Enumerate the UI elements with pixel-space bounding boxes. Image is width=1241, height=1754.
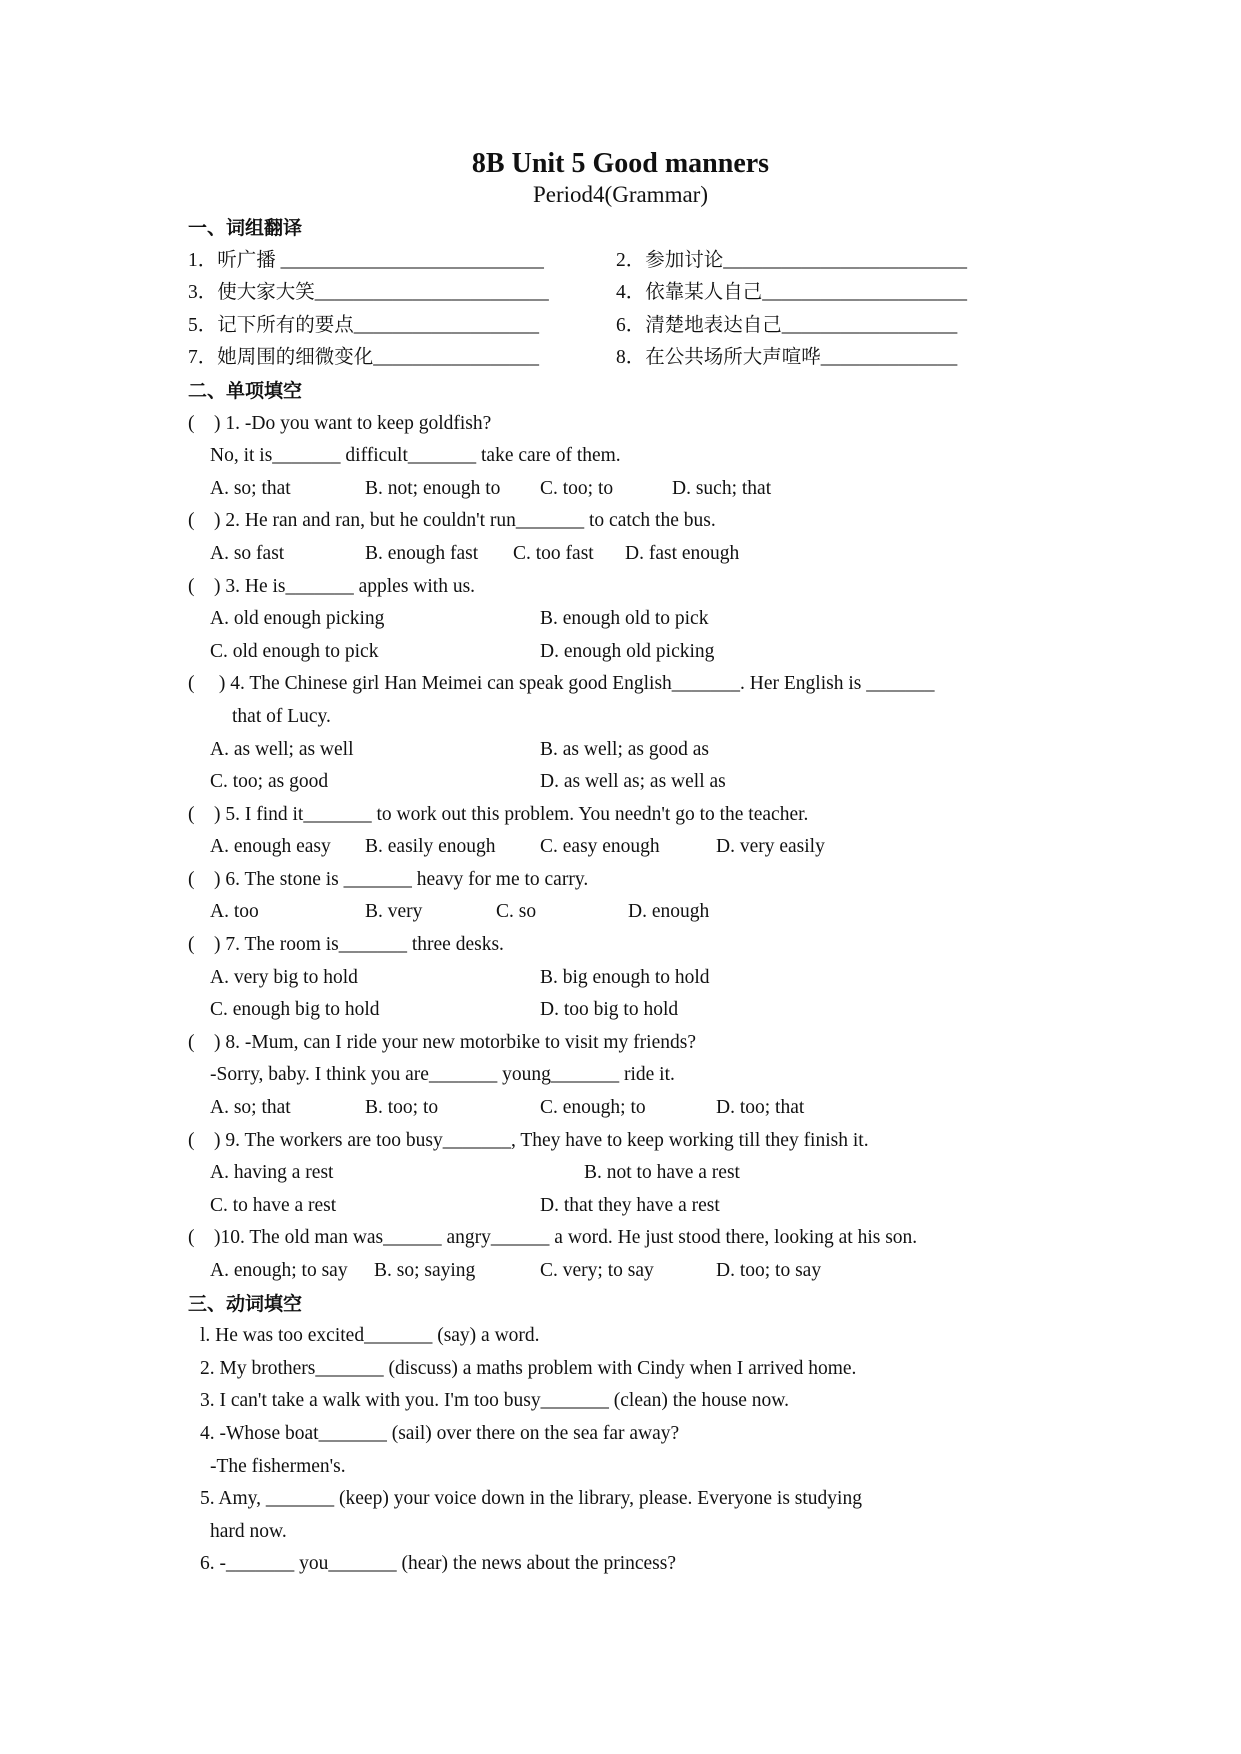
option-b: B. enough old to pick: [540, 608, 709, 630]
question-options: [188, 1255, 1068, 1288]
option-a: A. so; that: [210, 477, 291, 499]
translation-row: [188, 342, 1068, 375]
question-stem-continued: that of Lucy.: [232, 705, 331, 727]
translation-item: 3．使大家大笑________________________: [188, 282, 549, 304]
option-d: D. very easily: [716, 836, 825, 858]
verb-item: 4. -Whose boat_______ (sail) over there on the sea far away?: [200, 1422, 680, 1444]
translation-item: 7．她周围的细微变化_________________: [188, 347, 540, 369]
question-stem: ( ) 4. The Chinese girl Han Meimei can speak good English_______. Her English is _______: [188, 673, 935, 695]
page-subtitle: Period4(Grammar): [533, 182, 708, 207]
translation-item: 6．清楚地表达自己__________________: [616, 314, 958, 336]
section1-heading: 一、词组翻译: [188, 217, 303, 239]
option-a: A. as well; as well: [210, 738, 354, 760]
translation-row: [188, 245, 1068, 278]
question-options: [188, 1157, 1068, 1190]
translation-item: 4．依靠某人自己_____________________: [616, 282, 968, 304]
page-title: 8B Unit 5 Good manners: [471, 148, 770, 179]
verb-item: 6. -_______ you_______ (hear) the news about the princess?: [200, 1553, 677, 1575]
option-a: A. enough; to say: [210, 1260, 348, 1281]
question-options: [188, 636, 1068, 669]
option-c: C. too; to: [540, 477, 614, 499]
question-options: [188, 994, 1068, 1027]
verb-item: l. He was too excited_______ (say) a word.: [200, 1325, 540, 1347]
question-stem: ( ) 6. The stone is _______ heavy for me to carry.: [188, 868, 589, 890]
option-d: D. as well as; as well as: [540, 771, 726, 793]
option-d: D. fast enough: [625, 542, 740, 564]
question-stem: ( ) 2. He ran and ran, but he couldn't run_______ to catch the bus.: [188, 510, 716, 532]
verb-item-continued: hard now.: [210, 1520, 287, 1542]
option-c: C. old enough to pick: [210, 640, 379, 662]
option-b: B. not to have a rest: [584, 1162, 740, 1184]
option-b: B. so; saying: [374, 1260, 476, 1281]
option-a: A. very big to hold: [210, 966, 358, 988]
option-a: A. so; that: [210, 1097, 291, 1119]
option-b: B. enough fast: [365, 542, 479, 564]
option-c: C. so: [496, 901, 537, 923]
verb-item-continued: -The fishermen's.: [210, 1455, 346, 1477]
question-options: [188, 831, 1068, 864]
verb-item: 3. I can't take a walk with you. I'm too busy_______ (clean) the house now.: [200, 1390, 789, 1412]
question-options: [188, 603, 1068, 636]
question-options: [188, 473, 1068, 506]
section3-heading: 三、动词填空: [188, 1292, 303, 1315]
option-a: A. old enough picking: [210, 608, 385, 630]
option-b: B. very: [365, 901, 423, 923]
option-a: A. so fast: [210, 542, 285, 564]
option-d: D. enough: [628, 901, 710, 923]
translation-item: 1．听广播 ___________________________: [188, 249, 544, 271]
translation-item: 5．记下所有的要点___________________: [188, 314, 540, 336]
question-stem: ( )10. The old man was______ angry______ a word. He just stood there, looking at his son.: [188, 1227, 918, 1249]
translation-item: 8．在公共场所大声喧哗______________: [616, 347, 958, 369]
option-a: A. too: [210, 901, 259, 923]
question-stem: ( ) 5. I find it_______ to work out this problem. You needn't go to the teacher.: [188, 803, 809, 825]
option-c: C. too fast: [513, 542, 594, 564]
question-options: [188, 1190, 1068, 1223]
option-c: C. enough big to hold: [210, 999, 380, 1021]
question-options: [188, 962, 1068, 995]
worksheet-content: [188, 212, 1068, 1581]
option-d: D. too; that: [716, 1097, 805, 1119]
question-options: [188, 766, 1068, 799]
section2-heading: 二、单项填空: [188, 379, 303, 402]
option-b: B. not; enough to: [365, 477, 501, 499]
option-b: B. too; to: [365, 1097, 439, 1119]
translation-item: 2．参加讨论_________________________: [616, 249, 968, 271]
question-options: [188, 896, 1068, 929]
question-options: [188, 734, 1068, 767]
option-b: B. as well; as good as: [540, 738, 709, 760]
option-c: C. enough; to: [540, 1097, 646, 1119]
question-stem: ( ) 9. The workers are too busy_______, They have to keep working till they finish it.: [188, 1129, 869, 1151]
option-d: D. such; that: [672, 477, 772, 499]
option-d: D. too; to say: [716, 1260, 822, 1281]
option-a: A. having a rest: [210, 1162, 334, 1184]
question-options: [188, 1092, 1068, 1125]
question-options: [188, 538, 1068, 571]
question-stem: ( ) 3. He is_______ apples with us.: [188, 575, 476, 597]
option-d: D. that they have a rest: [540, 1194, 720, 1216]
question-stem: ( ) 8. -Mum, can I ride your new motorbike to visit my friends?: [188, 1031, 696, 1053]
translation-row: [188, 310, 1068, 343]
translation-row: [188, 277, 1068, 310]
option-b: B. big enough to hold: [540, 966, 710, 988]
question-stem: ( ) 1. -Do you want to keep goldfish?: [188, 412, 492, 434]
option-c: C. to have a rest: [210, 1194, 337, 1216]
option-d: D. too big to hold: [540, 999, 679, 1021]
verb-item: 5. Amy, _______ (keep) your voice down in the library, please. Everyone is studying: [200, 1488, 862, 1510]
question-stem: ( ) 7. The room is_______ three desks.: [188, 934, 504, 956]
question-stem-continued: -Sorry, baby. I think you are_______ young_______ ride it.: [210, 1064, 675, 1086]
option-c: C. very; to say: [540, 1260, 654, 1281]
question-stem-continued: No, it is_______ difficult_______ take care of them.: [210, 445, 621, 467]
verb-item: 2. My brothers_______ (discuss) a maths problem with Cindy when I arrived home.: [200, 1357, 857, 1379]
option-c: C. easy enough: [540, 836, 660, 858]
option-b: B. easily enough: [365, 836, 496, 858]
option-a: A. enough easy: [210, 836, 331, 858]
option-c: C. too; as good: [210, 771, 329, 793]
option-d: D. enough old picking: [540, 640, 715, 662]
